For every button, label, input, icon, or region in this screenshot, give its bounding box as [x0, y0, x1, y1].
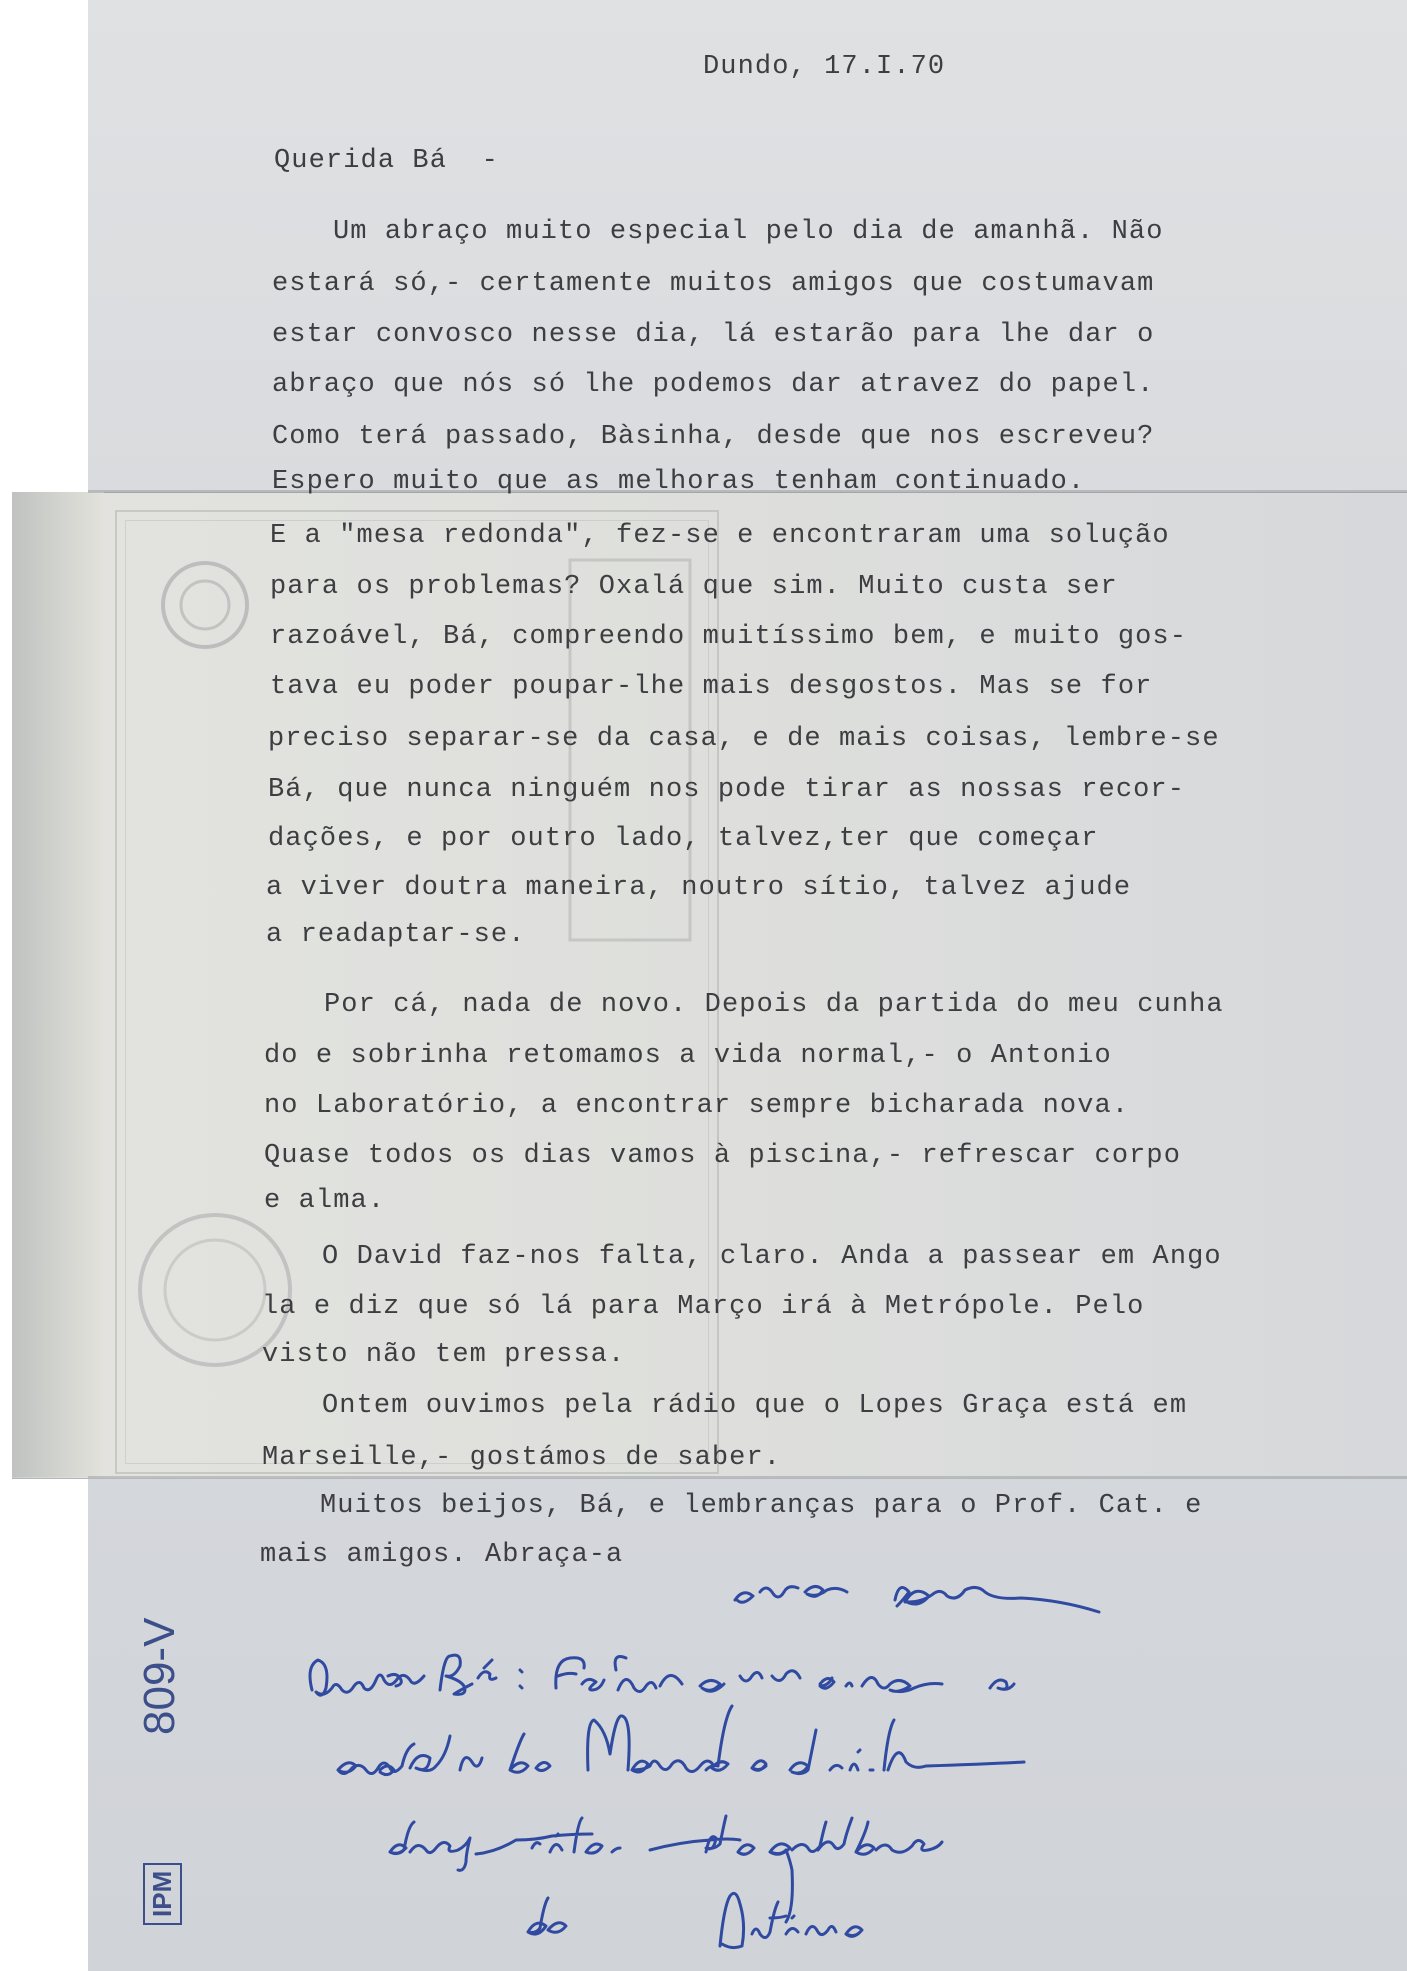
letter-line: Muitos beijos, Bá, e lembranças para o Prof. Cat. e	[320, 1491, 1203, 1521]
letter-line: Quase todos os dias vamos à piscina,- refrescar corpo	[264, 1141, 1182, 1171]
letter-line: O David faz-nos falta, claro. Anda a passear em Ango	[322, 1242, 1222, 1272]
letter-line: estar convosco nesse dia, lá estarão para lhe dar o	[272, 320, 1155, 350]
letter-line: dações, e por outro lado, talvez,ter que começar	[268, 824, 1099, 854]
letter-line: Bá, que nunca ninguém nos pode tirar as nossas recor-	[268, 775, 1186, 805]
letter-line: Espero muito que as melhoras tenham continuado.	[272, 467, 1086, 497]
letter-line: visto não tem pressa.	[262, 1340, 626, 1370]
letter-line: E a "mesa redonda", fez-se e encontraram uma solução	[270, 521, 1170, 551]
archive-label: IPM	[143, 1863, 182, 1925]
letter-line: tava eu poder poupar-lhe mais desgostos. Mas se for	[270, 672, 1153, 702]
letter-line: no Laboratório, a encontrar sempre bicharada nova.	[264, 1091, 1130, 1121]
postscript-line-3	[390, 1816, 942, 1922]
postscript-line-2	[338, 1706, 1024, 1775]
letter-line: la e diz que só lá para Março irá à Metrópole. Pelo	[262, 1292, 1145, 1322]
letter-line: e alma.	[264, 1186, 386, 1216]
letter-line: Um abraço muito especial pelo dia de amanhã. Não	[333, 217, 1164, 247]
letter-line: mais amigos. Abraça-a	[260, 1540, 624, 1570]
salutation: Querida Bá -	[274, 146, 499, 176]
place-date: Dundo, 17.I.70	[703, 52, 946, 82]
letter-line: preciso separar-se da casa, e de mais coisas, lembre-se	[268, 724, 1220, 754]
letter-line: a readaptar-se.	[266, 920, 526, 950]
postscript-line-4	[528, 1893, 862, 1947]
letter-line: razoável, Bá, compreendo muitíssimo bem, e muito gos-	[270, 622, 1188, 652]
letter-line: do e sobrinha retomamos a vida normal,- o Antonio	[264, 1041, 1112, 1071]
signature-name	[895, 1587, 1099, 1612]
letter-line: para os problemas? Oxalá que sim. Muito custa ser	[270, 572, 1118, 602]
letter-line: Como terá passado, Bàsinha, desde que nos escreveu?	[272, 422, 1155, 452]
archive-code: 809-V	[135, 1617, 184, 1735]
postscript-line-1	[310, 1655, 1014, 1695]
letter-line: abraço que nós só lhe podemos dar atravez do papel.	[272, 370, 1155, 400]
letter-line: Marseille,- gostámos de saber.	[262, 1443, 782, 1473]
signature-sua	[735, 1586, 847, 1602]
letter-line: a viver doutra maneira, noutro sítio, talvez ajude	[266, 873, 1132, 903]
letter-line: estará só,- certamente muitos amigos que costumavam	[272, 269, 1155, 299]
letter-line: Por cá, nada de novo. Depois da partida do meu cunha	[324, 990, 1224, 1020]
letter-line: Ontem ouvimos pela rádio que o Lopes Graça está em	[322, 1391, 1188, 1421]
